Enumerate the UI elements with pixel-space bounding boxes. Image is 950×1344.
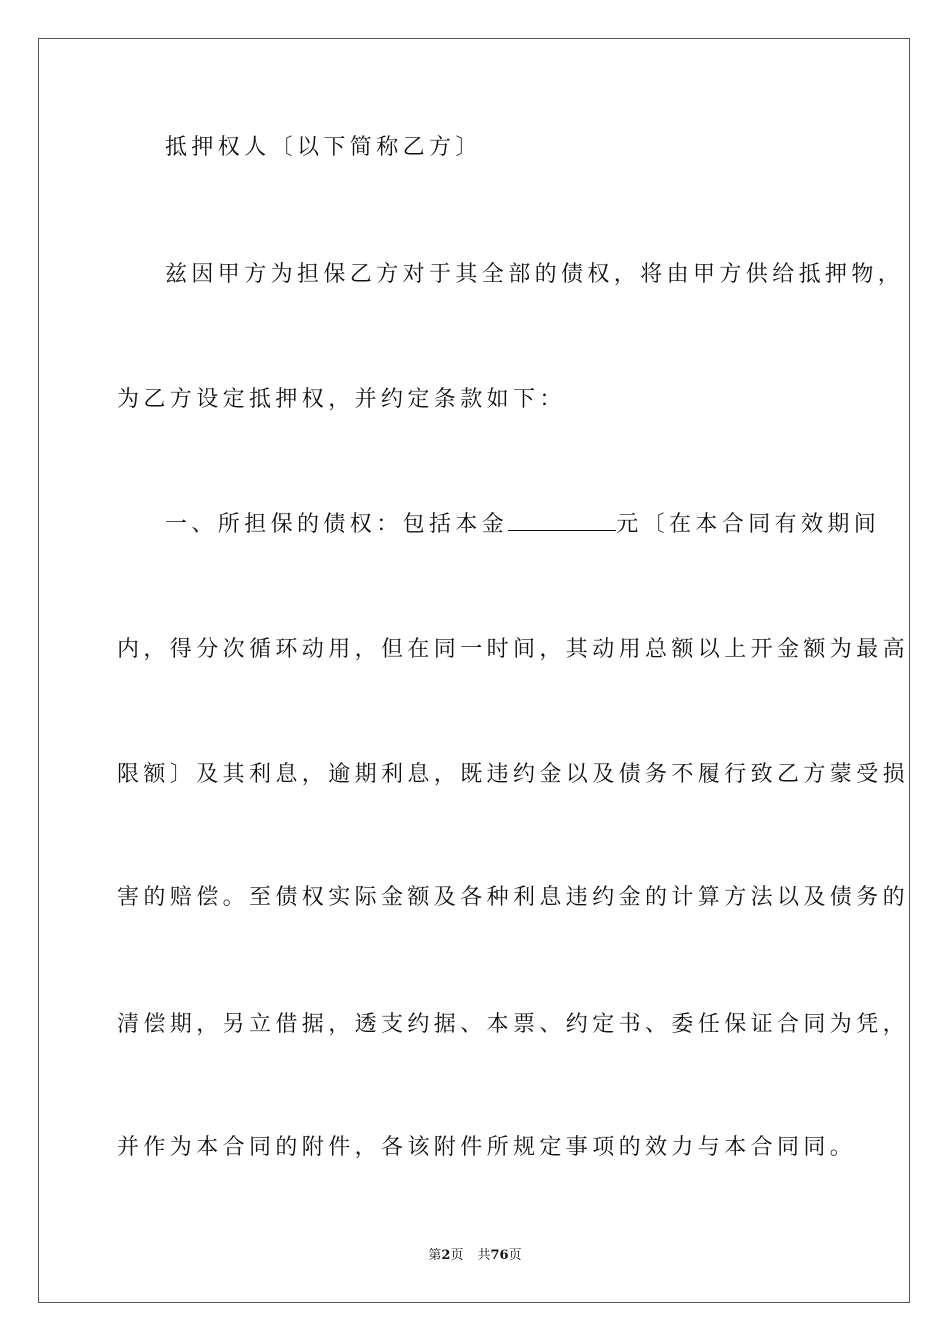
clause-1-line-3: 限额〕及其利息，逾期利息，既违约金以及债务不履行致乙方蒙受损 bbox=[117, 762, 910, 787]
page-suffix: 页 bbox=[450, 1248, 464, 1263]
page-prefix: 第 bbox=[428, 1248, 442, 1263]
preamble-line-2: 为乙方设定抵押权，并约定条款如下： bbox=[117, 387, 566, 412]
clause-1-line-6: 并作为本合同的附件，各该附件所规定事项的效力与本合同同。 bbox=[117, 1135, 857, 1160]
total-pages: 76 bbox=[490, 1248, 509, 1263]
clause-1-line-2: 内，得分次循环动用，但在同一时间，其动用总额以上开金额为最高 bbox=[117, 637, 910, 662]
page-footer bbox=[0, 1247, 950, 1265]
mortgagee-line: 抵押权人〔以下简称乙方〕 bbox=[165, 135, 482, 160]
page-border bbox=[38, 38, 910, 1303]
preamble-line-1: 兹因甲方为担保乙方对于其全部的债权，将由甲方供给抵押物， bbox=[165, 262, 905, 287]
clause-1-text-after: 元〔在本合同有效期间 bbox=[616, 512, 881, 537]
total-prefix: 共 bbox=[477, 1248, 491, 1263]
amount-blank-field bbox=[508, 510, 616, 531]
clause-1-text-before: 一、所担保的债权：包括本金 bbox=[165, 512, 509, 537]
page-number: 2 bbox=[441, 1248, 451, 1263]
clause-1-line-1 bbox=[117, 510, 885, 540]
clause-1-line-5: 清偿期，另立借据，透支约据、本票、约定书、委任保证合同为凭， bbox=[117, 1012, 910, 1037]
clause-1-line-4: 害的赔偿。至债权实际金额及各种利息违约金的计算方法以及债务的 bbox=[117, 885, 910, 910]
total-suffix: 页 bbox=[508, 1248, 522, 1263]
